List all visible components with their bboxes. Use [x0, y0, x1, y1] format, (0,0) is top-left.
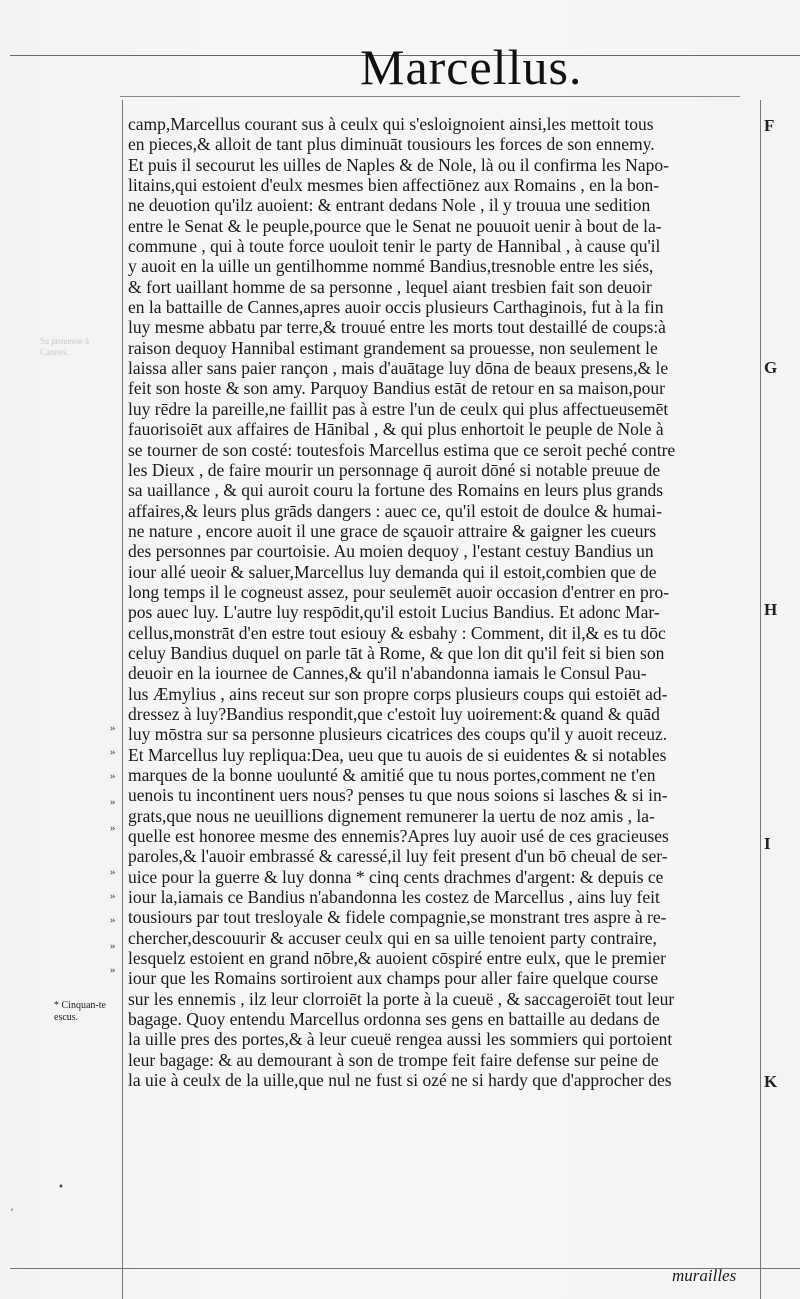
text-line: Et puis il secourut les uilles de Naples & de Nole, là ou il confirma les Napo- [128, 154, 669, 175]
text-line: iour la,iamais ce Bandius n'abandonna les costez de Marcellus , ains luy feit [128, 887, 660, 908]
text-line: fauorisoiēt aux affaires de Hānibal , & qui plus enhortoit le peuple de Nole à [128, 419, 664, 440]
text-line: grats,que nous ne ueuillions dignement remunerer la uertu de noz amis , la- [128, 805, 655, 826]
quote-mark: » [110, 822, 116, 834]
right-margin-rule [760, 100, 761, 1299]
text-line: laissa aller sans paier rançon , mais d'auātage luy dōna de beaux presens,& le [128, 358, 669, 379]
text-line: uice pour la guerre & luy donna * cinq cents drachmes d'argent: & depuis ce [128, 866, 664, 887]
text-line: camp,Marcellus courant sus à ceulx qui s'esloignoient ainsi,les mettoit tous [128, 114, 654, 134]
text-line: long temps il le cogneust assez, pour seulemēt auoir occasion d'entrer en pro- [128, 581, 670, 602]
text-line: chercher,descouurir & accuser ceulx qui en sa uille tenoient party contraire, [128, 927, 657, 948]
text-line: iour allé ueoir & saluer,Marcellus luy demanda qui il estoit,combien que de [128, 561, 657, 582]
text-line: commune , qui à toute force uouloit tenir le party de Hannibal , à cause qu'il [128, 236, 661, 257]
text-line: en la battaille de Cannes,apres auoir occis plusieurs Carthaginois, fut à la fin [128, 297, 664, 318]
margin-ref-k: K [764, 1072, 778, 1091]
text-line: deuoir en la iournee de Cannes,& qu'il n'abandonna iamais le Consul Pau- [128, 663, 647, 684]
text-line: marques de la bonne uoulunté & amitié que tu nous portes,comment ne t'en [128, 765, 656, 785]
text-line: paroles,& l'auoir embrassé & caressé,il luy feit present d'un bō cheual de ser- [128, 846, 668, 867]
text-line: luy rēdre la pareille,ne faillit pas à estre l'un de ceulx qui plus affectueusemēt [128, 398, 669, 419]
quote-mark: » [110, 746, 116, 758]
text-line: & fort uaillant homme de sa personne , lequel aiant tresbien fait son deuoir [128, 276, 652, 297]
quote-mark: » [110, 796, 116, 808]
text-line: quelle est honoree mesme des ennemis?Apres luy auoir usé de ces gracieuses [128, 826, 669, 847]
margin-ref-i: I [764, 834, 771, 853]
text-line: Et Marcellus luy repliqua:Dea, ueu que tu auois de si euidentes & si notables [128, 744, 667, 765]
text-line: en pieces,& alloit de tant plus diminuāt tousiours les forces de son ennemy. [128, 134, 655, 155]
text-line: entre le Senat & le peuple,pource que le Senat ne pouuoit uenir à bout de la- [128, 215, 662, 236]
text-line: uenois tu incontinent uers nous? penses tu que nous soions si lasches & si in- [128, 785, 668, 806]
running-head: Marcellus. [360, 39, 583, 95]
quote-mark: » [110, 866, 116, 878]
margin-ref-h: H [764, 600, 778, 619]
text-line: la uie à ceulx de la uille,que nul ne fust si ozé ne si hardy que d'approcher des [128, 1070, 672, 1091]
text-line: des personnes par courtoisie. Au moien dequoy , l'estant cestuy Bandius un [128, 541, 654, 562]
text-line: litains,qui estoient d'eulx mesmes bien affectiōnez aux Romains , en la bon- [128, 175, 660, 196]
text-line: leur bagage: & au demourant à son de trompe feit faire defense sur peine de [128, 1049, 659, 1070]
text-line: dressez à luy?Bandius respondit,que c'estoit luy uoirement:& quand & quād [128, 703, 660, 724]
header-rule-inner [120, 96, 740, 97]
text-line: feit son hoste & son amy. Parquoy Bandius estāt de retour en sa maison,pour [128, 378, 665, 399]
text-line: sa uaillance , & qui auroit couru la fortune des Romains en leurs plus grands [128, 480, 664, 501]
text-line: affaires,& leurs plus grāds dangers : auec ce, qu'il estoit de doulce & humai- [128, 500, 662, 521]
text-line: cellus,monstrāt d'en estre tout esiouy & esbahy : Comment, dit il,& es tu dōc [128, 622, 666, 643]
quote-mark: » [110, 964, 116, 976]
text-line: lesquelz estoient en grand nōbre,& auoient cōspiré entre eulx, que le premier [128, 948, 666, 969]
quote-mark: » [110, 722, 116, 734]
ink-speck: ʼ [10, 1208, 14, 1219]
ink-speck: • [58, 1182, 64, 1193]
quote-mark: » [110, 940, 116, 952]
quote-mark: » [110, 770, 116, 782]
text-line: luy mōstra sur sa personne plusieurs cicatrices des coups qu'il y auoit receuz. [128, 724, 668, 745]
text-line: ne nature , encore auoit il une grace de sçauoir attraire & gaigner les cueurs [128, 520, 657, 541]
text-line: y auoit en la uille un gentilhomme nommé Bandius,tresnoble entre les siés, [128, 256, 654, 277]
text-line: bagage. Quoy entendu Marcellus ordonna ses gens en battaille au dedans de [128, 1009, 660, 1030]
left-margin-rule [122, 100, 123, 1299]
text-line: lus Æmylius , ains receut sur son propre corps plusieurs coups qui estoiēt ad- [128, 683, 668, 704]
text-line: ne deuotion qu'ilz auoient: & entrant dedans Nole , il y trouua une sedition [128, 195, 651, 216]
side-note: * Cinquan-te escus. [54, 1000, 106, 1023]
text-line: raison dequoy Hannibal estimant grandement sa prouesse, non seulement le [128, 337, 658, 358]
body-text [128, 114, 760, 1091]
text-line: luy mesme abbatu par terre,& trouué entre les morts tout destaillé de coups:à [128, 317, 666, 338]
margin-ref-f: F [764, 116, 775, 135]
text-line: iour que les Romains sortiroient aux champs pour aller faire quelque course [128, 968, 659, 989]
text-line: celuy Bandius duquel on parle tāt à Rome, & que lon dit qu'il feit si bien son [128, 642, 665, 663]
quote-mark: » [110, 890, 116, 902]
faint-marginal-note: Sa prouesse à Cannes. [40, 336, 89, 357]
text-line: se tourner de son costé: toutesfois Marcellus estima que ce seroit peché contre [128, 439, 676, 460]
text-line: pos auec luy. L'autre luy respōdit,qu'il estoit Lucius Bandius. Et adonc Mar- [128, 602, 660, 623]
margin-ref-g: G [764, 358, 778, 377]
quote-mark: » [110, 914, 116, 926]
text-line: la uille pres des portes,& à leur cueuë rengea aussi les sommiers qui portoient [128, 1029, 673, 1050]
text-line: les Dieux , de faire mourir un personnage q̄ auroit dōné si notable preuue de [128, 459, 661, 480]
catchword: murailles [672, 1266, 737, 1285]
text-line: tousiours par tout tresloyale & fidele compagnie,se monstrant tres aspre à re- [128, 907, 667, 928]
text-line: sur les ennemis , ilz leur clorroiēt la porte à la cueuë , & saccageroiēt tout leur [128, 988, 675, 1009]
